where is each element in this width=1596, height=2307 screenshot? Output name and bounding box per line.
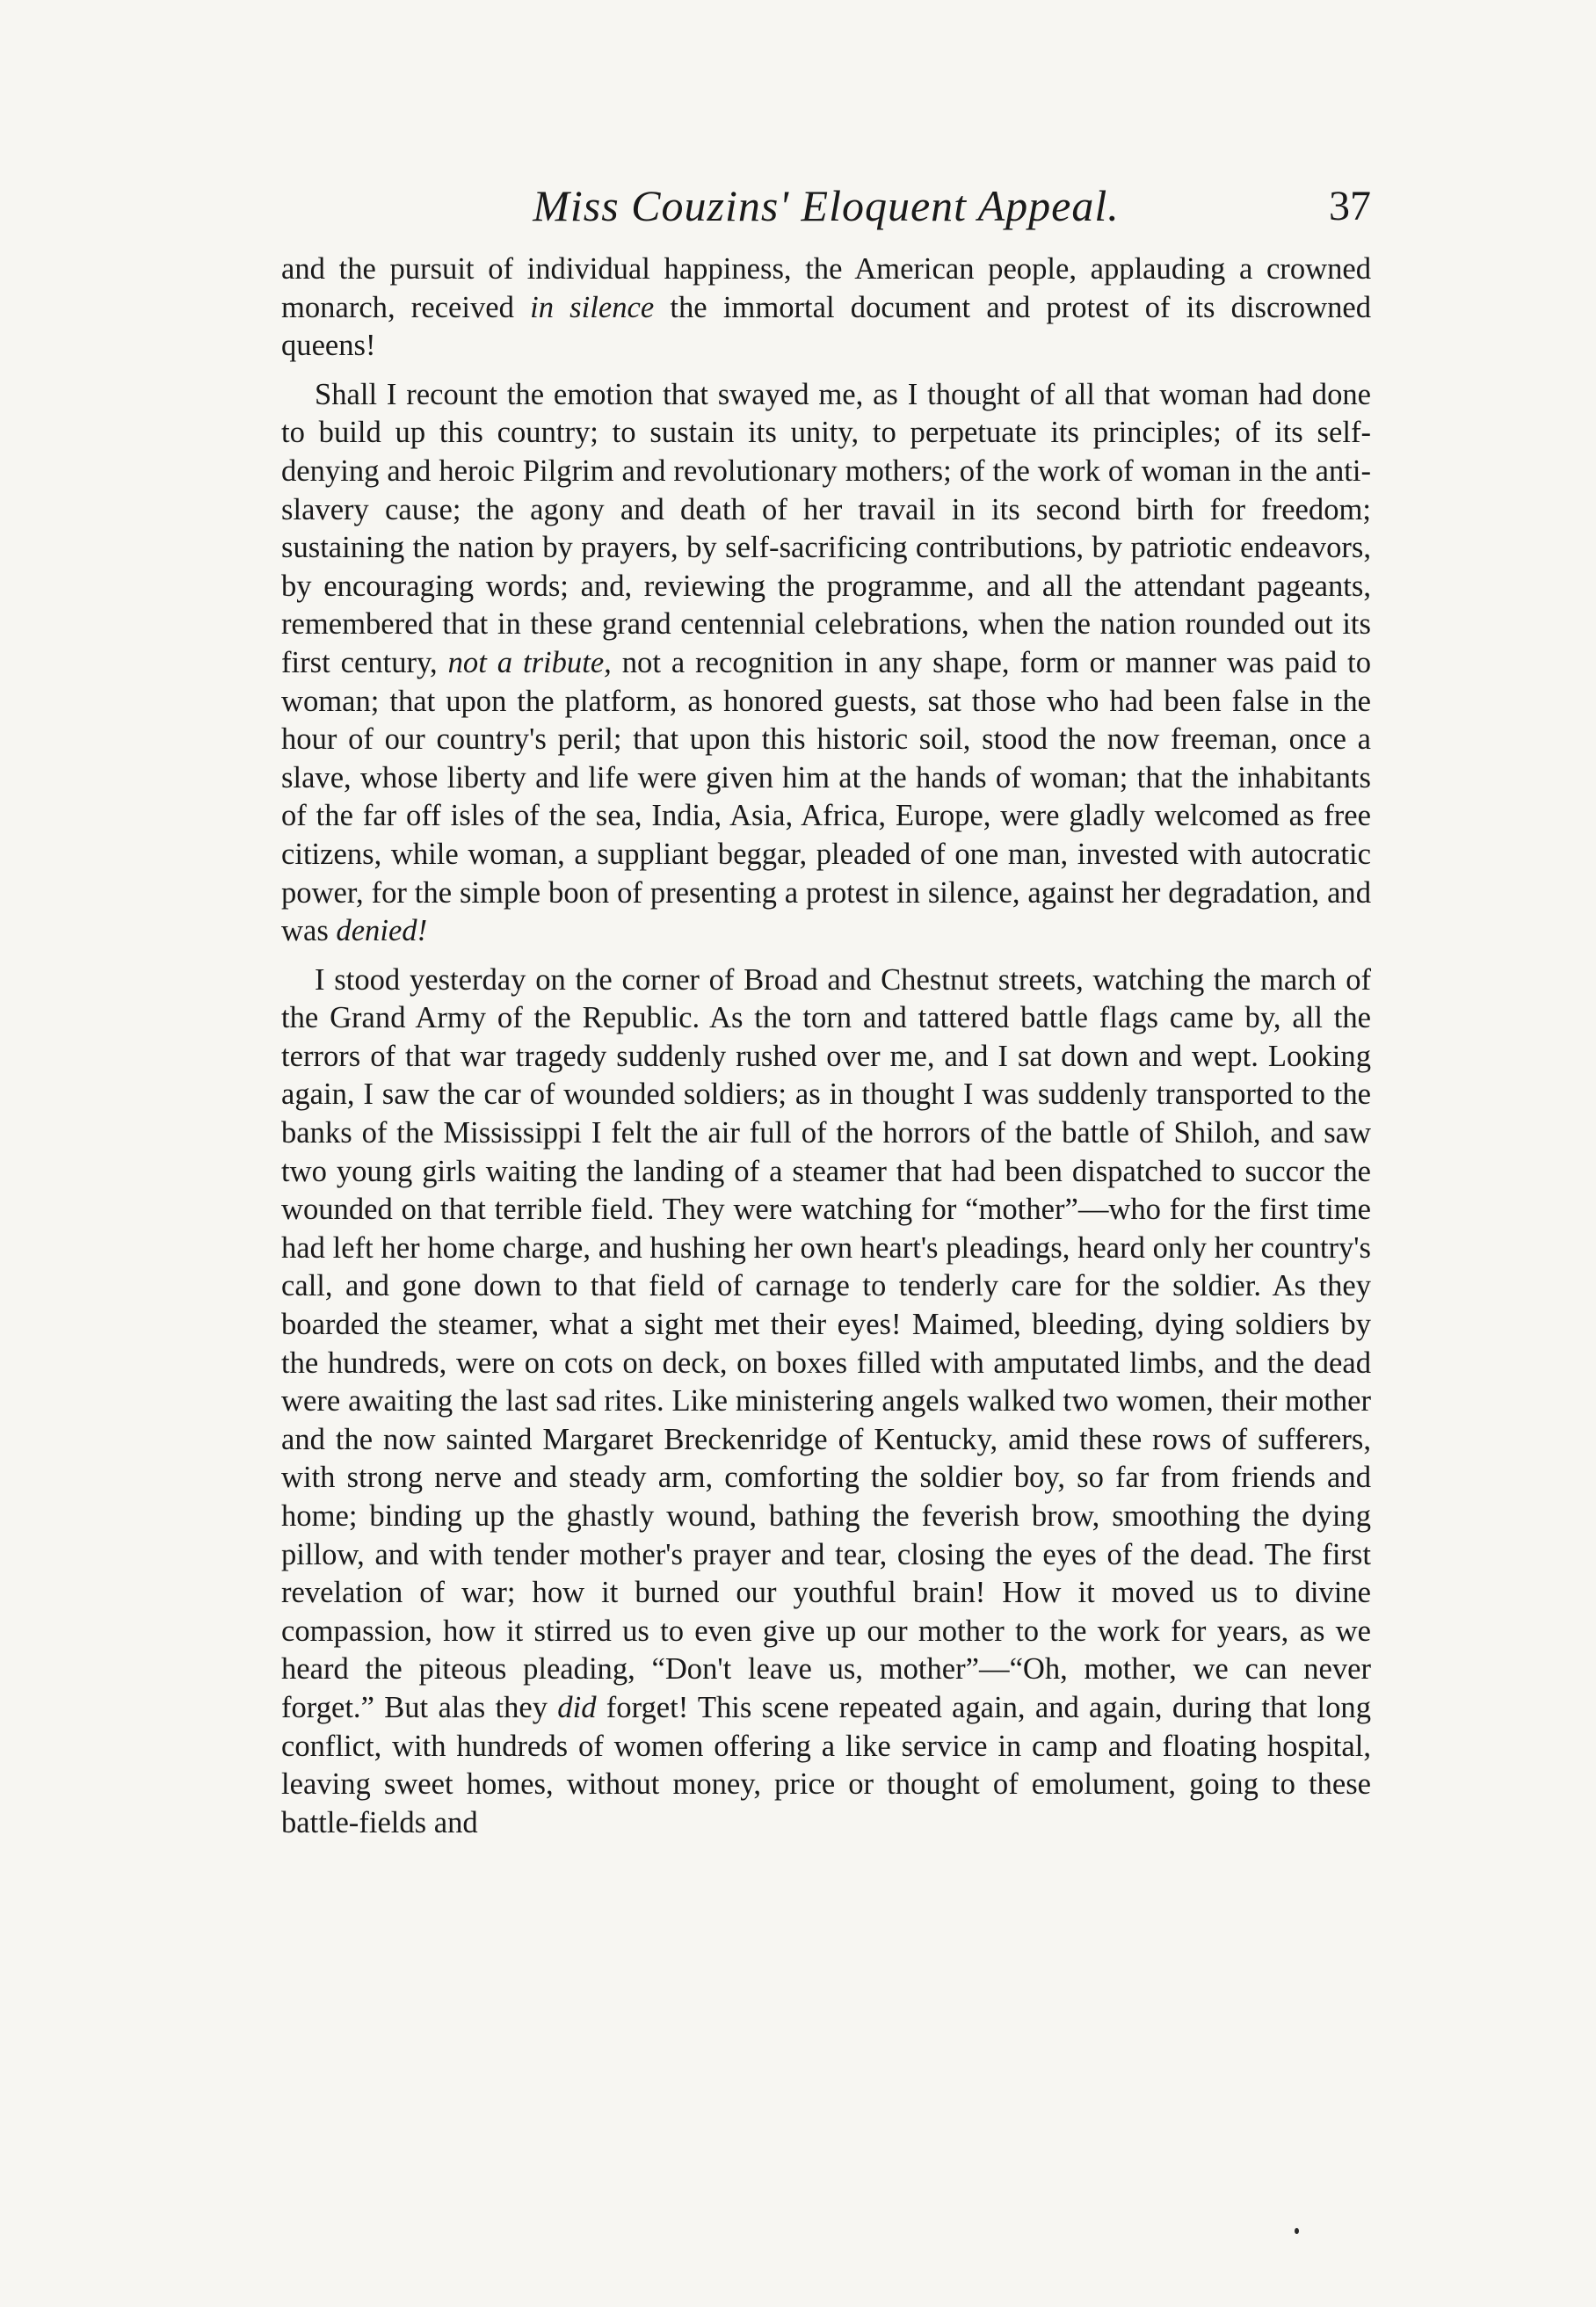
emphasis-not-a-tribute: not a tribute, bbox=[447, 645, 612, 679]
paragraph-continuation bbox=[281, 250, 1371, 366]
text-run: and the pursuit of individual happiness, the American people, applauding a crowned monarch, received bbox=[281, 252, 1371, 324]
emphasis-denied: denied! bbox=[336, 914, 428, 948]
book-page bbox=[281, 180, 1371, 1842]
text-run: the immortal document and protest of its discrowned queens! bbox=[281, 290, 1371, 363]
text-run: I stood yesterday on the corner of Broad and Chestnut streets, watching the march of the Grand Army of the Republic. As the torn and tattered battle flags came by, all the terrors of that war tragedy suddenly rushed over me, and I sat down and wept. Looking again, I saw the car of wounded soldiers; as in thought I was suddenly transported to the banks of the Mississippi I felt the air full of the horrors of the battle of Shiloh, and saw two young girls waiting the landing of a steamer that had been dispatched to succor the wounded on that terrible field. They were watching for “mother”—who for the first time had left her home charge, and hushing her own heart's pleadings, heard only her country's call, and gone down to that field of carnage to tenderly care for the soldier. As they boarded the steamer, what a sight met their eyes! Maimed, bleeding, dying soldiers by the hundreds, were on cots on deck, on boxes filled with amputated limbs, and the dead were awaiting the last sad rites. Like ministering angels walked two women, their mother and the now sainted Margaret Breckenridge of Kentucky, amid these rows of sufferers, with strong nerve and steady arm, comforting the soldier boy, so far from friends and home; binding up the ghastly wound, bathing the feverish brow, smoothing the dying pillow, and with tender mother's prayer and tear, closing the eyes of the dead. The first revelation of war; how it burned our youthful brain! How it moved us to divine compassion, how it stirred us to even give up our mother to the work for years, as we heard the piteous pleading, “Don't leave us, mother”—“Oh, mother, we can never forget.” But alas they bbox=[281, 962, 1371, 1724]
running-title: Miss Couzins' Eloquent Appeal. bbox=[533, 181, 1120, 230]
emphasis-in-silence: in silence bbox=[530, 290, 655, 324]
text-run: forget! This scene repeated again, and again, during that long conflict, with hundreds of women offering a like service in camp and floating hospital, leaving sweet homes, without money, price or thought of emolument, going to these battle-fields and bbox=[281, 1690, 1372, 1839]
text-run: not a recognition in any shape, form or manner was paid to woman; that upon the platform, as honored guests, sat those who had been false in the hour of our country's peril; that upon this historic soil, stood the now freeman, once a slave, whose liberty and life were given him at the hands of woman; that the inhabitants of the far off isles of the sea, India, Asia, Africa, Europe, were gladly welcomed as free citizens, while woman, a suppliant beggar, pleaded of one man, invested with autocratic power, for the simple boon of presenting a protest in silence, against her degradation, and was bbox=[281, 645, 1371, 948]
running-head bbox=[281, 180, 1371, 250]
emphasis-did: did bbox=[557, 1690, 597, 1724]
paragraph-recount bbox=[281, 376, 1371, 951]
text-run: Shall I recount the emotion that swayed me, as I thought of all that woman had done to build up this country; to sustain its unity, to perpetuate its principles; of its self-denying and heroic Pilgrim and revolutionary mothers; of the work of woman in the anti-slavery cause; the agony and death of her travail in its second birth for freedom; sustaining the nation by prayers, by self-sacrificing contributions, by patriotic endeavors, by encouraging words; and, reviewing the programme, and all the attendant pageants, remembered that in these grand centennial celebrations, when the nation rounded out its first century, bbox=[281, 377, 1371, 679]
body-text bbox=[281, 250, 1371, 1842]
page-number: 37 bbox=[1329, 183, 1371, 229]
paragraph-grand-army bbox=[281, 961, 1371, 1843]
print-speck bbox=[1295, 2228, 1299, 2234]
